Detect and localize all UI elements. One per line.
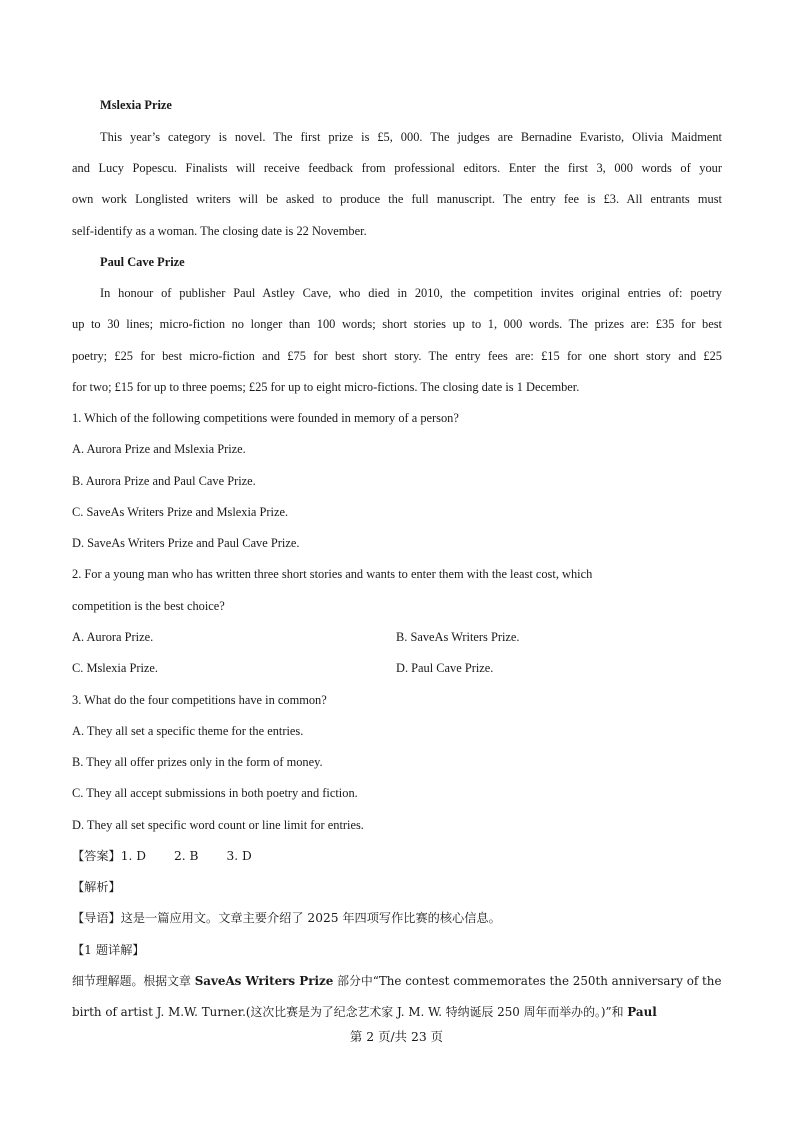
q1-option-b: B. Aurora Prize and Paul Cave Prize. [72, 474, 256, 488]
q2-question-line-2: competition is the best choice? [72, 599, 225, 613]
analysis-label: 【解析】 [72, 880, 121, 894]
q3-option-d: D. They all set specific word count or line limit for entries. [72, 818, 364, 832]
answer-3: 3. D [226, 849, 252, 863]
q1-option-d: D. SaveAs Writers Prize and Paul Cave Prize. [72, 536, 300, 550]
detail-line-2 [72, 1004, 722, 1020]
page-footer: 第 2 页/共 23 页 [349, 1029, 444, 1044]
q2-option-c: C. Mslexia Prize. [72, 661, 159, 675]
guide-line [72, 910, 722, 926]
answer-1: 1. D [120, 849, 147, 863]
q2-option-d: D. Paul Cave Prize. [396, 661, 494, 675]
paulcave-heading: Paul Cave Prize [100, 255, 185, 269]
paulcave-line-4: for two; £15 for up to three poems; £25 for up to eight micro-fictions. The closing date is 1 December. [72, 380, 580, 394]
mslexia-line-4: self-identify as a woman. The closing date is 22 November. [72, 224, 367, 238]
q3-option-a: A. They all set a specific theme for the entries. [72, 724, 304, 738]
mslexia-heading: Mslexia Prize [100, 98, 172, 112]
detail-label: 【1 题详解】 [72, 943, 145, 957]
detail-line-1-bold: SaveAs Writers Prize [194, 974, 334, 988]
detail-line-1-text-b: 部分中“The contest commemorates the 250th anniversary of the [333, 974, 722, 988]
q2-option-b: B. SaveAs Writers Prize. [396, 630, 520, 644]
detail-line-1-text-a: 细节理解题。根据文章 [72, 974, 195, 988]
guide-text: 这是一篇应用文。文章主要介绍了 2025 年四项写作比赛的核心信息。 [120, 911, 501, 925]
guide-label: 【导语】 [72, 911, 121, 925]
q1-option-a: A. Aurora Prize and Mslexia Prize. [72, 442, 246, 456]
paulcave-line-2: up to 30 lines; micro-fiction no longer than 100 words; short stories up to 1, 000 words. The prizes are: £35 for best [72, 317, 722, 331]
paulcave-line-1: In honour of publisher Paul Astley Cave, who died in 2010, the competition invites original entries of: poetry [100, 286, 722, 300]
mslexia-line-1: This year’s category is novel. The first prize is £5, 000. The judges are Bernadine Evaristo, Olivia Maidment [100, 130, 722, 144]
answer-label: 【答案】 [72, 849, 121, 863]
answer-2: 2. B [174, 849, 199, 863]
q3-question: 3. What do the four competitions have in common? [72, 693, 327, 707]
detail-line-1 [72, 973, 722, 989]
q2-option-a: A. Aurora Prize. [72, 630, 154, 644]
answer-line [72, 848, 722, 864]
mslexia-line-2: and Lucy Popescu. Finalists will receive feedback from professional editors. Enter the first 3, 000 words of your [72, 161, 722, 175]
mslexia-line-3: own work Longlisted writers will be asked to produce the full manuscript. The entry fee is £3. All entrants must [72, 192, 722, 206]
q2-question-line-1: 2. For a young man who has written three short stories and wants to enter them with the least cost, which [72, 567, 593, 581]
q3-option-c: C. They all accept submissions in both poetry and fiction. [72, 786, 358, 800]
q1-question: 1. Which of the following competitions were founded in memory of a person? [72, 411, 459, 425]
q3-option-b: B. They all offer prizes only in the form of money. [72, 755, 323, 769]
paulcave-line-3: poetry; £25 for best micro-fiction and £75 for best short story. The entry fees are: £15 for one short story and £25 [72, 349, 722, 363]
detail-line-2-bold: Paul [627, 1005, 657, 1019]
q1-option-c: C. SaveAs Writers Prize and Mslexia Prize. [72, 505, 289, 519]
detail-line-2-text: birth of artist J. M.W. Turner.(这次比赛是为了纪念艺术家 J. M. W. 特纳诞辰 250 周年而举办的。)”和 [72, 1005, 628, 1019]
